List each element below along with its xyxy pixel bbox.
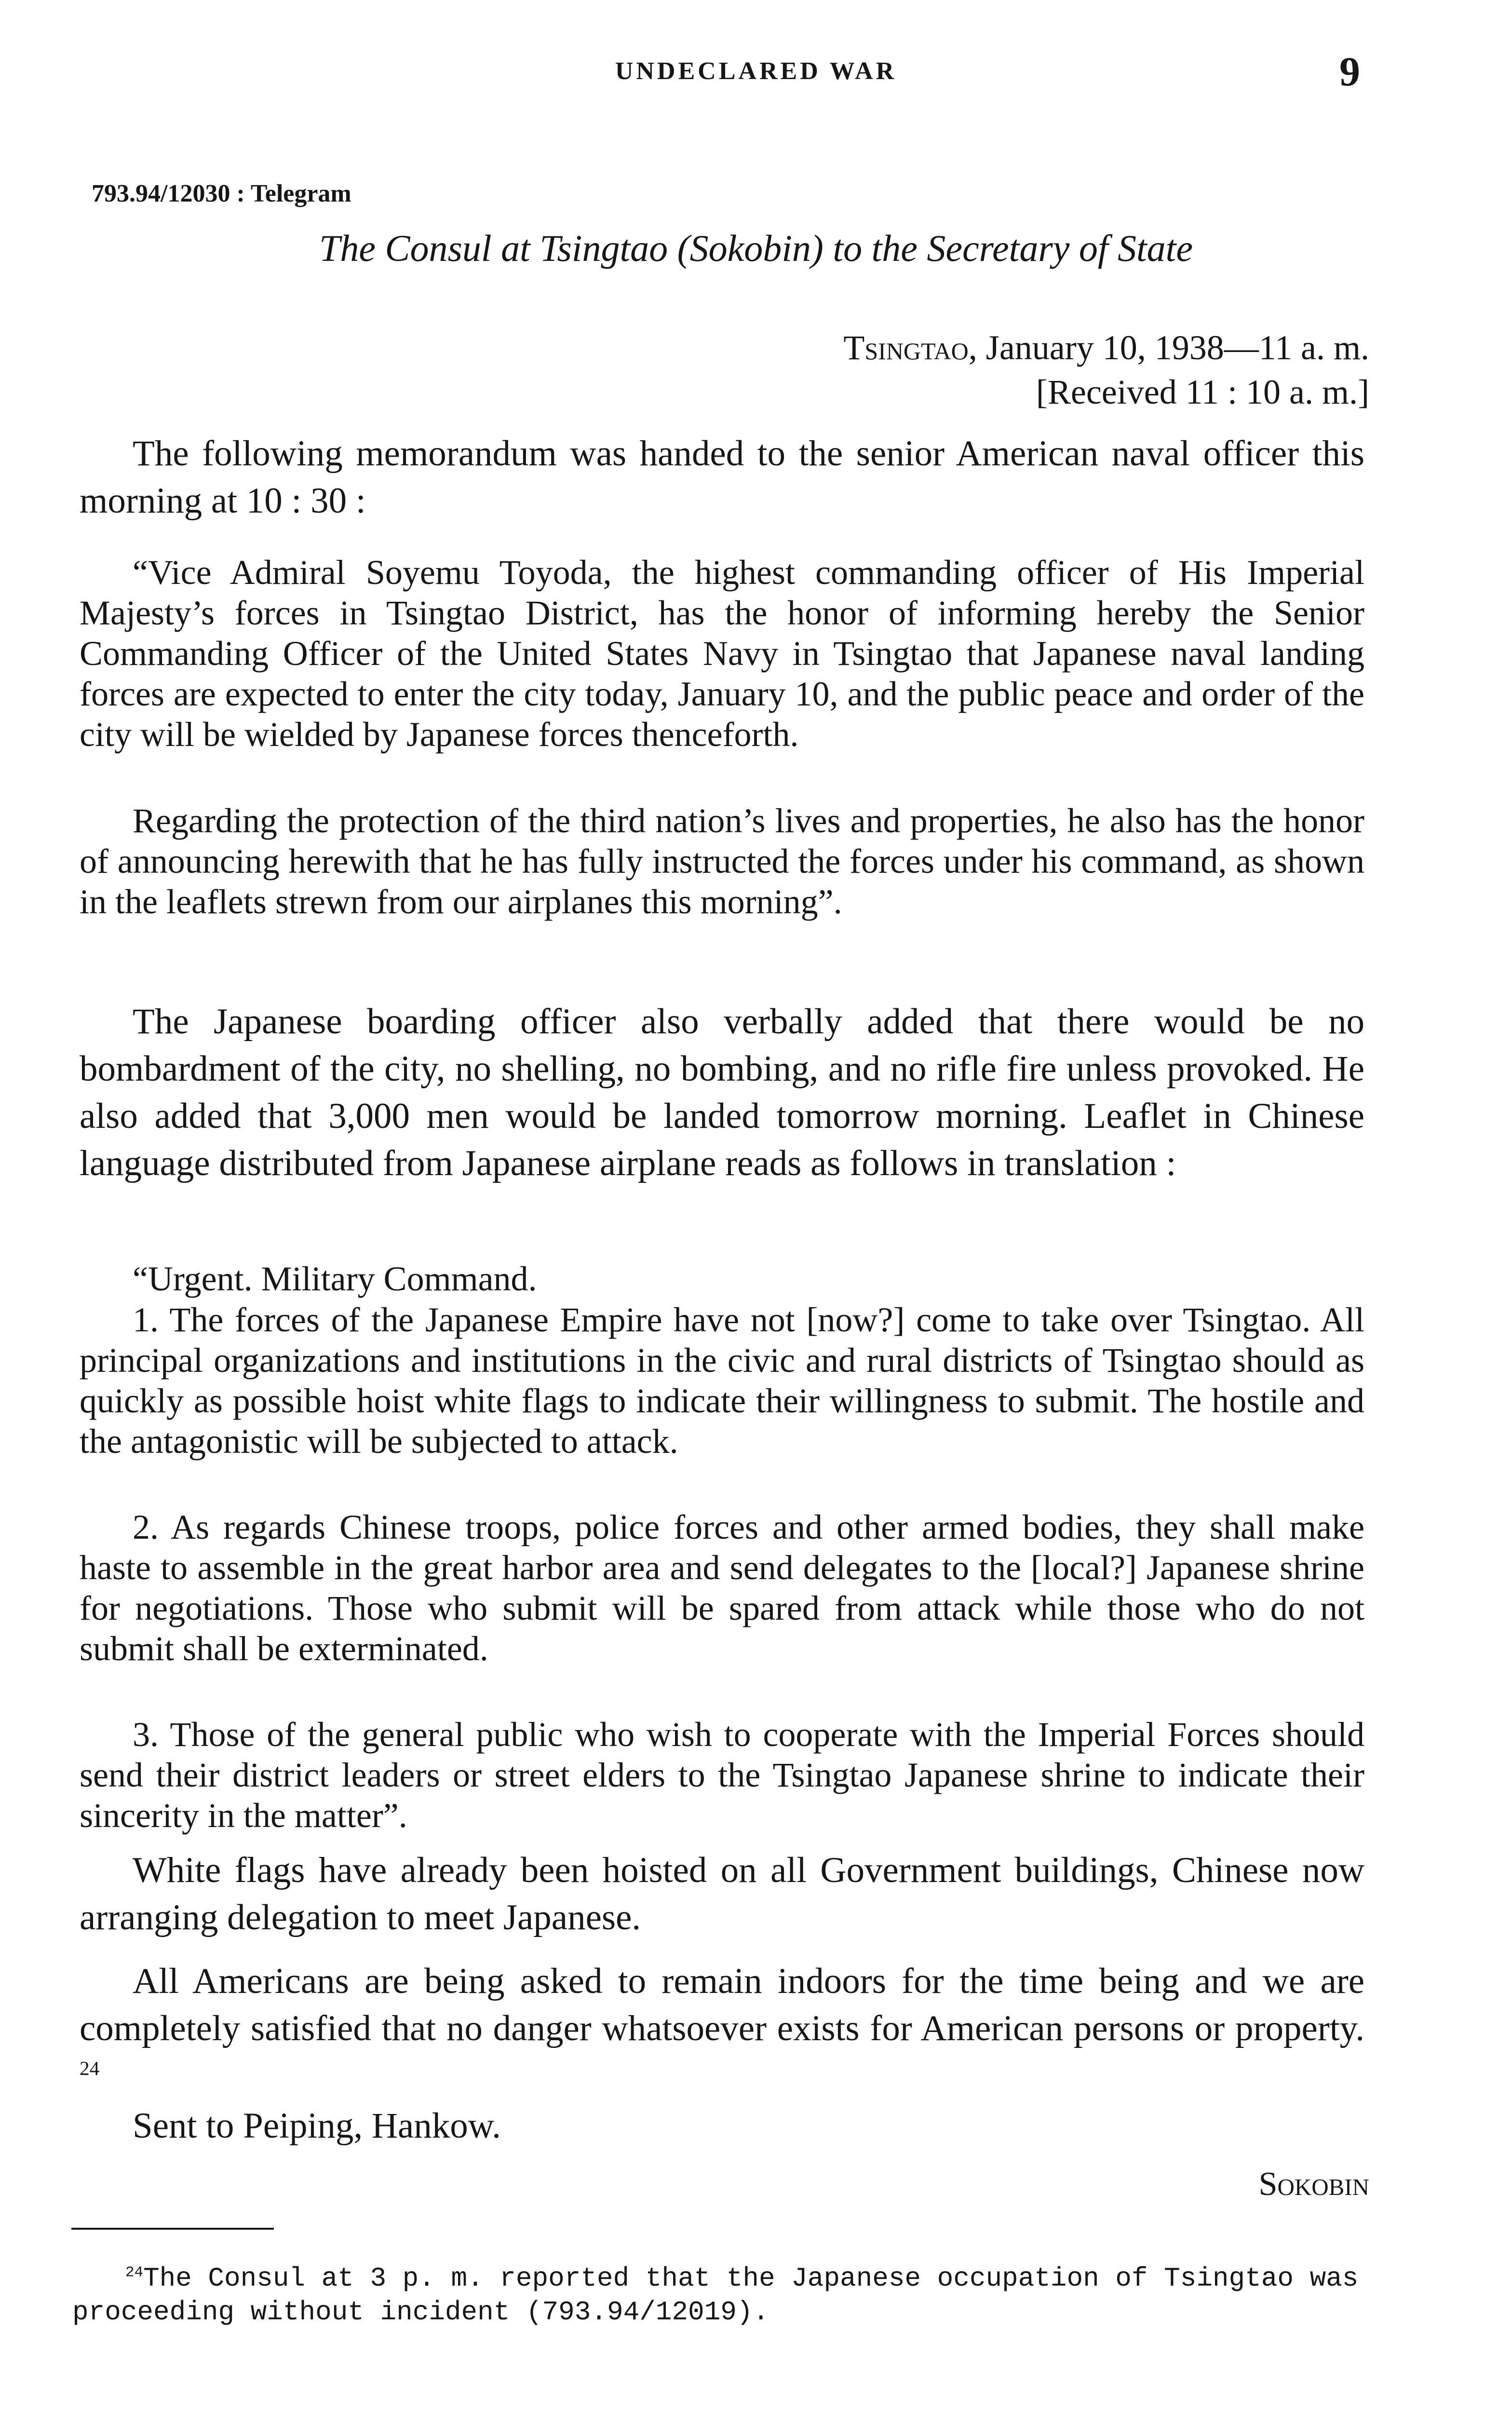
received-note: [Received 11 : 10 a. m.] [1036, 373, 1369, 411]
quoted-memorandum-2: Regarding the protection of the third nation’s lives and properties, he also has the honor of announcing herewith that he has fully instructed the forces under his command, as shown in the leaflets strewn from our airplanes this morning”. [80, 801, 1364, 921]
paragraph-americans-text: All Americans are being asked to remain indoors for the time being and we are completely satisfied that no danger whatsoever exists for American persons or property. [80, 1961, 1364, 2048]
paragraph-sent-to: Sent to Peiping, Hankow. [133, 2106, 501, 2146]
dateline-place: Tsingtao, [843, 328, 977, 367]
quoted-memorandum-1: “Vice Admiral Soyemu Toyoda, the highest commanding officer of His Imperial Majesty’s forces in Tsingtao District, has the honor of informing hereby the Senior Commanding Officer of the United States Navy in Tsingtao that Japanese naval landing forces are expected to enter the city today, January 10, and the public peace and order of the city will be wielded by Japanese forces thenceforth. [80, 553, 1364, 754]
page-number: 9 [1339, 48, 1360, 95]
running-header: UNDECLARED WAR [615, 57, 897, 85]
dateline-date: January 10, 1938—11 a. m. [986, 328, 1369, 367]
leaflet-heading: “Urgent. Military Command. [133, 1260, 537, 1298]
footnote-marker: 24 [125, 2264, 143, 2281]
dateline [627, 328, 1369, 368]
leaflet-item-1: 1. The forces of the Japanese Empire have not [now?] come to take over Tsingtao. All principal organizations and institutions in the civic and rural districts of Tsingtao should as quickly as possible hoist white flags to indicate their willingness to submit. The hostile and the antagonistic will be subjected to attack. [80, 1300, 1364, 1461]
signature: Sokobin [1258, 2166, 1369, 2203]
paragraph-white-flags: White flags have already been hoisted on all Government buildings, Chinese now arranging delegation to meet Japanese. [80, 1850, 1364, 1937]
document-title: The Consul at Tsingtao (Sokobin) to the Secretary of State [319, 227, 1193, 269]
footnote [72, 2262, 1364, 2329]
footnote-reference[interactable]: 24 [80, 2057, 100, 2079]
leaflet-item-3: 3. Those of the general public who wish to cooperate with the Imperial Forces should send their district leaders or street elders to the Tsingtao Japanese shrine to indicate their sincerity in the matter”. [80, 1715, 1364, 1835]
footnote-text: The Consul at 3 p. m. reported that the Japanese occupation of Tsingtao was proceeding without incident (793.94/12019). [72, 2263, 1359, 2328]
paragraph-boarding-officer: The Japanese boarding officer also verbally added that there would be no bombardment of the city, no shelling, no bombing, and no rifle fire unless provoked. He also added that 3,000 men would be landed tomorrow morning. Leaflet in Chinese language distributed from Japanese airplane reads as follows in translation : [80, 1002, 1364, 1183]
leaflet-item-2: 2. As regards Chinese troops, police forces and other armed bodies, they shall make haste to assemble in the great harbor area and send delegates to the [local?] Japanese shrine for negotiations. Those who submit will be spared from attack while those who do not submit shall be exterminated. [80, 1508, 1364, 1668]
paragraph-intro: The following memorandum was handed to the senior American naval officer this morning at 10 : 30 : [80, 433, 1364, 521]
paragraph-americans [80, 1958, 1364, 2099]
footnote-divider [71, 2228, 274, 2230]
document-id: 793.94/12030 : Telegram [92, 180, 351, 207]
